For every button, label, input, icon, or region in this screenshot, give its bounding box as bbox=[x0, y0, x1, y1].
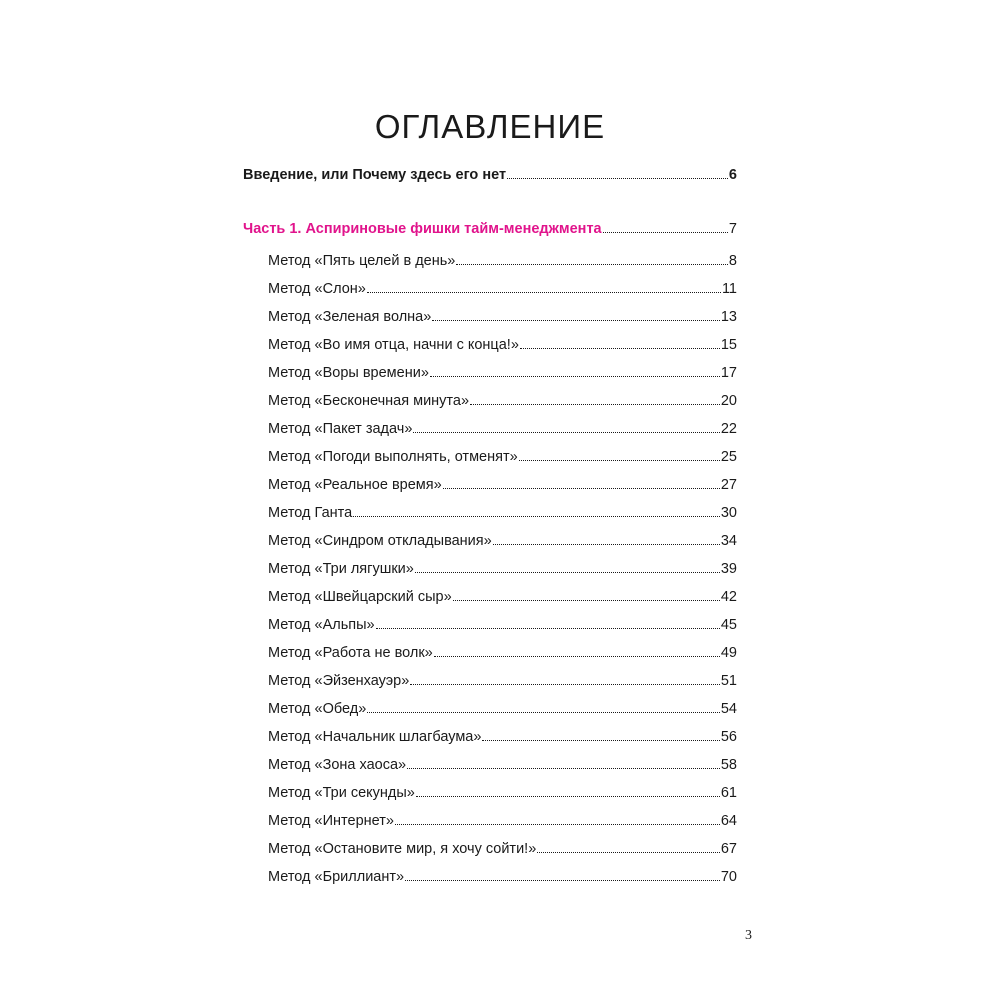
toc-entry-intro[interactable] bbox=[243, 164, 737, 192]
toc-entry-method[interactable] bbox=[243, 614, 737, 642]
toc-entry-method[interactable] bbox=[243, 810, 737, 838]
toc-entry-method[interactable] bbox=[243, 250, 737, 278]
dot-leader bbox=[507, 164, 728, 179]
toc-entry-page: 58 bbox=[720, 757, 737, 773]
toc-entry-method[interactable] bbox=[243, 502, 737, 530]
toc-entry-page: 15 bbox=[720, 337, 737, 353]
toc-entry-page: 39 bbox=[720, 561, 737, 577]
toc-entry-label: Метод «Три секунды» bbox=[268, 785, 415, 801]
dot-leader bbox=[537, 838, 720, 853]
toc-entry-label: Метод «Три лягушки» bbox=[268, 561, 414, 577]
dot-leader bbox=[416, 782, 720, 797]
toc-entry-page: 30 bbox=[720, 505, 737, 521]
dot-leader bbox=[367, 698, 720, 713]
dot-leader bbox=[376, 614, 720, 629]
toc-entry-method[interactable] bbox=[243, 334, 737, 362]
toc-entry-page: 7 bbox=[728, 221, 737, 237]
toc-entry-page: 42 bbox=[720, 589, 737, 605]
toc-entry-method[interactable] bbox=[243, 530, 737, 558]
toc-entry-method[interactable] bbox=[243, 446, 737, 474]
toc-entry-label: Метод «Обед» bbox=[268, 701, 367, 717]
toc-entry-page: 70 bbox=[720, 869, 737, 885]
dot-leader bbox=[519, 446, 720, 461]
dot-leader bbox=[453, 586, 720, 601]
dot-leader bbox=[493, 530, 720, 545]
toc-entry-method[interactable] bbox=[243, 362, 737, 390]
dot-leader bbox=[415, 558, 720, 573]
toc-entry-method[interactable] bbox=[243, 698, 737, 726]
toc-entry-method[interactable] bbox=[243, 306, 737, 334]
toc-entry-page: 54 bbox=[720, 701, 737, 717]
toc-entry-label: Метод «Пять целей в день» bbox=[268, 253, 456, 269]
toc-entry-label: Метод «Бесконечная минута» bbox=[268, 393, 470, 409]
toc-entry-page: 20 bbox=[720, 393, 737, 409]
toc-entry-page: 51 bbox=[720, 673, 737, 689]
toc-entry-method[interactable] bbox=[243, 390, 737, 418]
dot-leader bbox=[395, 810, 720, 825]
part-name: Аспириновые фишки тайм-менеджмента bbox=[305, 221, 602, 237]
dot-leader bbox=[456, 250, 728, 265]
toc-entry-label: Метод «Реальное время» bbox=[268, 477, 442, 493]
toc-entry-label: Метод Ганта bbox=[268, 505, 353, 521]
toc-entry-page: 8 bbox=[728, 253, 737, 269]
toc-entry-method[interactable] bbox=[243, 866, 737, 894]
table-of-contents bbox=[243, 164, 737, 894]
toc-entry-label: Метод «Синдром откладывания» bbox=[268, 533, 492, 549]
toc-entry-label: Метод «Работа не волк» bbox=[268, 645, 433, 661]
toc-entry-page: 22 bbox=[720, 421, 737, 437]
toc-entry-method[interactable] bbox=[243, 474, 737, 502]
toc-entry-label: Метод «Во имя отца, начни с конца!» bbox=[268, 337, 519, 353]
dot-leader bbox=[432, 306, 720, 321]
toc-entry-method[interactable] bbox=[243, 782, 737, 810]
dot-leader bbox=[603, 218, 728, 233]
toc-entry-method[interactable] bbox=[243, 754, 737, 782]
toc-entry-label: Введение, или Почему здесь его нет bbox=[243, 167, 507, 183]
dot-leader bbox=[405, 866, 720, 881]
toc-entry-page: 64 bbox=[720, 813, 737, 829]
toc-entry-page: 34 bbox=[720, 533, 737, 549]
page-number: 3 bbox=[745, 928, 752, 943]
toc-entry-page: 17 bbox=[720, 365, 737, 381]
toc-entry-label: Метод «Остановите мир, я хочу сойти!» bbox=[268, 841, 537, 857]
dot-leader bbox=[430, 362, 720, 377]
toc-part-label bbox=[243, 219, 602, 239]
toc-entry-page: 49 bbox=[720, 645, 737, 661]
dot-leader bbox=[520, 334, 720, 349]
toc-entry-page: 61 bbox=[720, 785, 737, 801]
toc-entry-page: 25 bbox=[720, 449, 737, 465]
method-list bbox=[243, 250, 737, 894]
toc-entry-method[interactable] bbox=[243, 418, 737, 446]
toc-entry-part-1[interactable] bbox=[243, 218, 737, 246]
dot-leader bbox=[407, 754, 720, 769]
toc-entry-method[interactable] bbox=[243, 726, 737, 754]
toc-entry-page: 11 bbox=[721, 281, 737, 297]
toc-entry-page: 45 bbox=[720, 617, 737, 633]
dot-leader bbox=[443, 474, 720, 489]
toc-entry-method[interactable] bbox=[243, 670, 737, 698]
toc-entry-page: 6 bbox=[728, 167, 737, 183]
toc-entry-method[interactable] bbox=[243, 586, 737, 614]
toc-entry-label: Метод «Зеленая волна» bbox=[268, 309, 432, 325]
toc-entry-method[interactable] bbox=[243, 278, 737, 306]
toc-entry-page: 13 bbox=[720, 309, 737, 325]
dot-leader bbox=[470, 390, 720, 405]
toc-entry-label: Метод «Воры времени» bbox=[268, 365, 429, 381]
toc-entry-label: Метод «Бриллиант» bbox=[268, 869, 405, 885]
part-number: Часть 1. bbox=[243, 221, 302, 237]
dot-leader bbox=[482, 726, 719, 741]
toc-entry-label: Метод «Зона хаоса» bbox=[268, 757, 407, 773]
toc-entry-label: Метод «Слон» bbox=[268, 281, 366, 297]
dot-leader bbox=[367, 278, 721, 293]
toc-entry-method[interactable] bbox=[243, 558, 737, 586]
toc-entry-page: 67 bbox=[720, 841, 737, 857]
toc-entry-label: Метод «Альпы» bbox=[268, 617, 375, 633]
toc-entry-label: Метод «Погоди выполнять, отменят» bbox=[268, 449, 518, 465]
page-title: ОГЛАВЛЕНИЕ bbox=[374, 108, 606, 146]
dot-leader bbox=[410, 670, 720, 685]
dot-leader bbox=[353, 502, 720, 517]
toc-entry-label: Метод «Начальник шлагбаума» bbox=[268, 729, 482, 745]
dot-leader bbox=[413, 418, 719, 433]
toc-entry-label: Метод «Пакет задач» bbox=[268, 421, 413, 437]
toc-entry-method[interactable] bbox=[243, 642, 737, 670]
toc-entry-label: Метод «Интернет» bbox=[268, 813, 394, 829]
toc-entry-page: 56 bbox=[720, 729, 737, 745]
toc-entry-label: Метод «Швейцарский сыр» bbox=[268, 589, 452, 605]
dot-leader bbox=[434, 642, 720, 657]
toc-entry-label: Метод «Эйзенхауэр» bbox=[268, 673, 410, 689]
toc-entry-page: 27 bbox=[720, 477, 737, 493]
toc-entry-method[interactable] bbox=[243, 838, 737, 866]
